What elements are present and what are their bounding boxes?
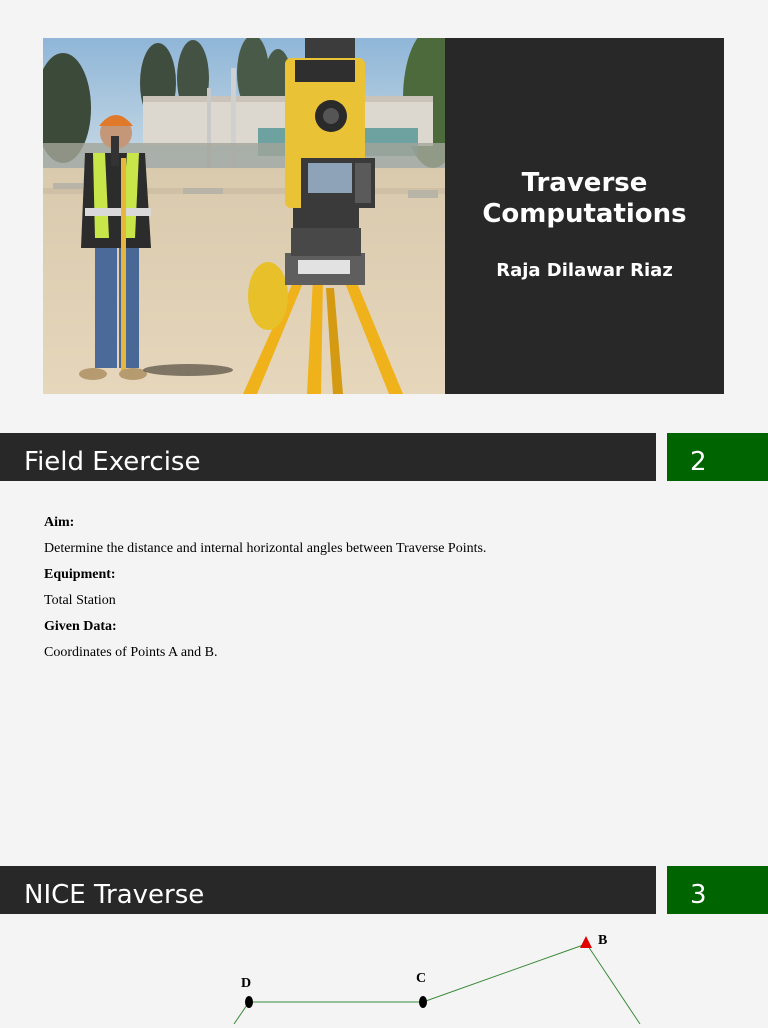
equipment-heading: Equipment: [44, 567, 116, 582]
slide-3-title: NICE Traverse [24, 880, 205, 910]
aim-text: Determine the distance and internal horizontal angles between Traverse Points. [44, 541, 487, 556]
given-data-text: Coordinates of Points A and B. [44, 645, 218, 660]
title-slide [43, 38, 724, 394]
slide-2-number: 2 [690, 447, 707, 477]
title-line-1: Traverse [521, 168, 648, 198]
station-d-icon [245, 996, 253, 1008]
slide-3-number: 3 [690, 880, 707, 910]
slide-3-header [0, 866, 768, 914]
slide-2-header [0, 433, 768, 481]
traverse-line-b-down [588, 946, 640, 1024]
slide-2-title: Field Exercise [24, 447, 201, 477]
control-point-b-icon [580, 936, 592, 948]
surveyor-photo-image [43, 38, 445, 394]
point-label-c: C [416, 971, 427, 986]
given-data-heading: Given Data: [44, 619, 117, 634]
slide-2-title-bar [0, 433, 656, 481]
station-c-icon [419, 996, 427, 1008]
author-name: Raja Dilawar Riaz [496, 260, 673, 281]
surveyor-photo [43, 38, 445, 394]
slide-3-title-bar [0, 866, 656, 914]
field-exercise-content [44, 512, 486, 668]
point-label-b: B [598, 933, 608, 948]
traverse-diagram-svg [0, 915, 768, 1024]
traverse-line-c-b [423, 944, 586, 1002]
traverse-diagram [0, 915, 768, 1024]
slide-2-number-badge [667, 433, 768, 481]
title-line-2: Computations [482, 199, 687, 229]
aim-heading: Aim: [44, 515, 75, 530]
point-label-d: D [241, 976, 252, 991]
presentation-title [445, 168, 724, 230]
equipment-text: Total Station [44, 593, 116, 608]
title-panel [445, 38, 724, 394]
slide-3-number-badge [667, 866, 768, 914]
